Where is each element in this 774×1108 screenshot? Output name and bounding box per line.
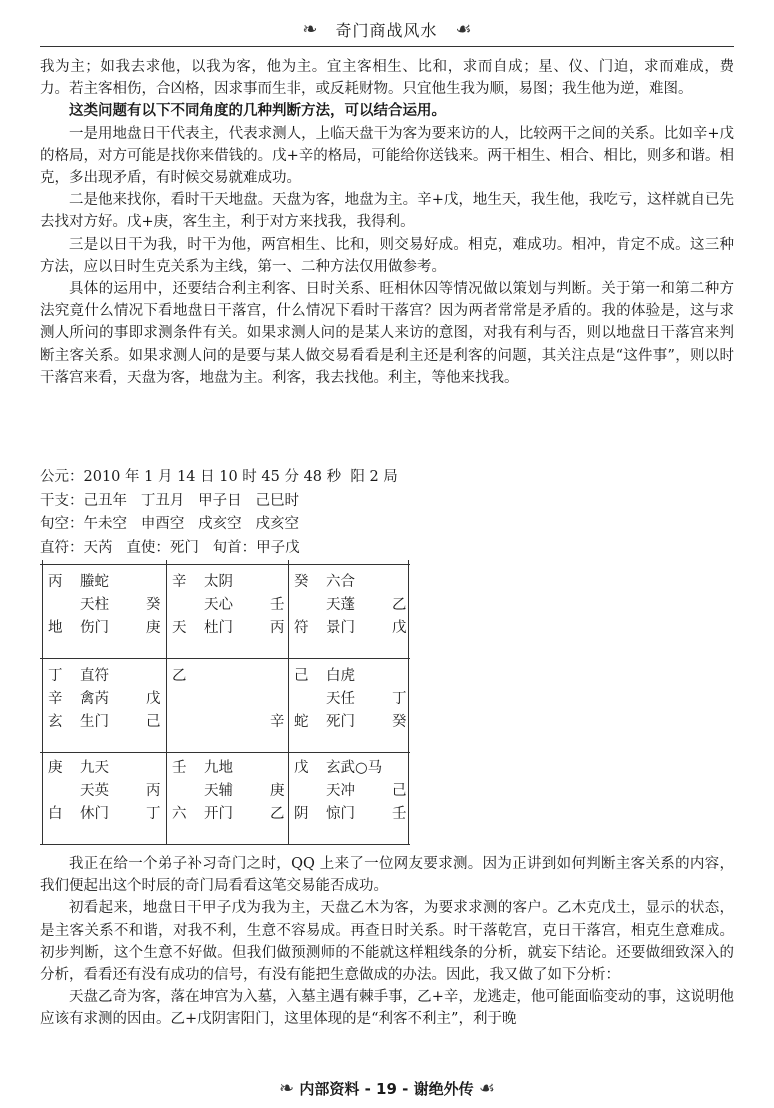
palace-stem: 丁 [48,668,63,684]
palace-star-door-god: 开门 [204,806,233,822]
palace-earth-stem: 戊 [392,620,407,636]
palace-star-door-god: 天蓬 [326,597,355,613]
palace-row [172,570,290,592]
palace-star-door-god: 天任 [326,691,355,707]
paragraph: 二是他来找你，看时干天地盘。天盘为客，地盘为主。辛+戊，地生天，我生他，我吃亏，这样就自已先去找对方好。戊+庚，客生主，利于对方来找我，我得利。 [40,192,734,231]
ganzhi-line: 干支：己丑年 丁丑月 甲子日 己巳时 [40,492,299,509]
palace-earth-stem: 戊 [146,691,161,707]
palace-star-door-god: 直符 [80,668,109,684]
palace-cell [48,756,170,848]
palace-earth-stem: 辛 [270,714,285,730]
grid-line [40,564,410,565]
palace-earth-stem: 壬 [392,806,407,822]
palace-stem: 地 [48,620,63,636]
palace-star-door-god: 螣蛇 [80,574,109,590]
page-title: 奇门商战风水 [335,20,438,40]
paragraph: 我正在给一个弟子补习奇门之时，QQ 上来了一位网友要求测。因为正讲到如何判断主客关系的内容，我们便起出这个时辰的奇门局看看这笔交易能否成功。 [40,856,734,895]
palace-cell [294,756,416,848]
palace-earth-stem: 丙 [146,783,161,799]
palace-row [172,710,290,732]
palace-row [48,710,166,732]
palace-earth-stem: 壬 [270,597,285,613]
palace-stem: 壬 [172,760,187,776]
palace-row [48,593,166,615]
swirl-ornament-icon: ☙ [478,1078,495,1099]
palace-stem: 丙 [48,574,63,590]
palace-cell [172,756,294,848]
palace-star-door-god: 禽芮 [80,691,109,707]
analysis-text [40,853,734,1031]
palace-cell [172,570,294,662]
palace-row [172,779,290,801]
palace-star-door-god: 九地 [204,760,233,776]
palace-star-door-god: 天柱 [80,597,109,613]
palace-row [172,687,290,709]
palace-row [48,664,166,686]
palace-row [172,616,290,638]
gongyuan-line: 公元：2010 年 1 月 14 日 10 时 45 分 48 秒 阳 2 局 [40,469,398,485]
palace-star-door-god: 白虎 [326,668,355,684]
page-footer [0,1078,774,1099]
palace-star-door-god: 玄武○马 [326,760,383,776]
palace-earth-stem: 己 [146,714,161,730]
palace-star-door-god: 六合 [326,574,355,590]
palace-stem: 庚 [48,760,63,776]
header-rule [40,46,734,47]
palace-row [294,687,412,709]
palace-cell [294,664,416,756]
palace-earth-stem: 乙 [392,597,407,613]
palace-star-door-god: 天冲 [326,783,355,799]
palace-star-door-god: 伤门 [80,620,109,636]
palace-row [294,616,412,638]
palace-star-door-god: 杜门 [204,620,233,636]
palace-cell [48,570,170,662]
bold-heading: 这类问题有以下不同角度的几种判断方法，可以结合运用。 [69,102,446,120]
palace-earth-stem: 丁 [146,806,161,822]
palace-stem: 乙 [172,668,187,684]
palace-star-door-god: 生门 [80,714,109,730]
paragraph: 一是用地盘日干代表主，代表求测人，上临天盘干为客为要来访的人，比较两干之间的关系。比如辛+戊的格局，对方可能是找你来借钱的。戊+辛的格局，可能给你送钱来。两干相生、相合、相比，则多和谐。相克，多出现矛盾，有时候交易就难成功。 [40,125,734,187]
paragraph: 具体的运用中，还要结合利主利客、日时关系、旺相休囚等情况做以策划与判断。关于第一和第二种方法究竟什么情况下看地盘日干落宫，什么情况下看时干落宫？因为两者常常是矛盾的。我的体验是，这与求测人所问的事即求测条件有关。如果求测人问的是某人来访的意图，对我有利与否，则以地盘日干落宫来判断主客关系。如果求测人问的是要与某人做交易看看是利主还是利客的问题，其关注点是“这件事”，则以时干落宫来看，天盘为客，地盘为主。利客，我去找他。利主，等他来找我。 [40,281,734,386]
paragraph: 天盘乙奇为客，落在坤宫为入墓，入墓主遇有棘手事，乙+辛，龙逃走，他可能面临变动的事，这说明他应该有求测的因由。乙+戊阴害阳门，这里体现的是“利客不利主”，利于晚 [40,989,734,1028]
palace-row [294,779,412,801]
paragraph: 初看起来，地盘日干甲子戊为我为主，天盘乙木为客，为要求求测的客户。乙木克戊土，显示的状态，是主客关系不和谐，对我不利，生意不容易成。再查日时关系。时干落乾宫，克日干落宫，相克生意难成。初步判断，这个生意不好做。但我们做预测师的不能就这样粗线条的分析，就妄下结论。还要做细致深入的分析，看看还有没有成功的信号，有没有能把生意做成的办法。因此，我又做了如下分析： [40,900,734,984]
palace-cell [48,664,170,756]
palace-star-door-god: 天英 [80,783,109,799]
palace-earth-stem: 丁 [392,691,407,707]
palace-star-door-god: 休门 [80,806,109,822]
palace-row [172,664,290,686]
palace-row [294,802,412,824]
palace-earth-stem: 己 [392,783,407,799]
palace-earth-stem: 癸 [392,714,407,730]
palace-row [48,779,166,801]
grid-line [42,560,43,844]
palace-row [294,756,412,778]
palace-star-door-god: 天心 [204,597,233,613]
swirl-ornament-icon: ❧ [302,18,318,40]
palace-row [294,593,412,615]
palace-stem: 阴 [294,806,309,822]
palace-cell [294,570,416,662]
palace-star-door-god: 景门 [326,620,355,636]
swirl-ornament-icon: ❧ [279,1078,295,1099]
palace-row [294,570,412,592]
palace-stem: 天 [172,620,187,636]
palace-earth-stem: 癸 [146,597,161,613]
palace-cell [172,664,294,756]
palace-star-door-god: 太阴 [204,574,233,590]
page-header [40,14,734,44]
palace-stem: 符 [294,620,309,636]
palace-earth-stem: 庚 [146,620,161,636]
palace-stem: 玄 [48,714,63,730]
palace-row [48,687,166,709]
palace-stem: 蛇 [294,714,309,730]
palace-stem: 辛 [48,691,63,707]
qimen-chart-grid [40,560,412,848]
palace-row [48,616,166,638]
palace-row [48,570,166,592]
palace-stem: 辛 [172,574,187,590]
swirl-ornament-icon: ☙ [455,18,472,40]
palace-row [294,710,412,732]
xunkong-line: 旬空：午未空 申酉空 戌亥空 戌亥空 [40,516,299,532]
palace-stem: 白 [48,806,63,822]
palace-stem: 六 [172,806,187,822]
palace-stem: 癸 [294,574,309,590]
palace-star-door-god: 死门 [326,714,355,730]
zhifu-line: 直符：天芮 直使：死门 旬首：甲子戊 [40,539,300,556]
palace-stem: 己 [294,668,309,684]
palace-row [172,756,290,778]
palace-row [172,593,290,615]
palace-star-door-god: 天辅 [204,783,233,799]
palace-row [294,664,412,686]
intro-text [40,56,734,389]
palace-star-door-god: 九天 [80,760,109,776]
palace-stem: 戊 [294,760,309,776]
palace-row [48,802,166,824]
palace-row [172,802,290,824]
palace-earth-stem: 庚 [270,783,285,799]
paragraph: 三是以日干为我，时干为他，两宫相生、比和，则交易好成。相克，难成功。相冲，肯定不成。这三种方法，应以日时生克关系为主线，第一、二种方法仅用做参考。 [40,236,734,275]
palace-earth-stem: 乙 [270,806,285,822]
palace-earth-stem: 丙 [270,620,285,636]
chart-info [40,466,460,560]
paragraph: 我为主；如我去求他，以我为客，他为主。宜主客相生、比和，求而自成；星、仪、门迫，求而难成，费力。若主客相伤，合凶格，因求事而生非，或反耗财物。只宜他生我为顺，易图；我生他为逆，难图。 [40,59,734,98]
footer-text: 内部资料 - 19 - 谢绝外传 [299,1080,474,1098]
palace-row [48,756,166,778]
palace-star-door-god: 惊门 [326,806,355,822]
